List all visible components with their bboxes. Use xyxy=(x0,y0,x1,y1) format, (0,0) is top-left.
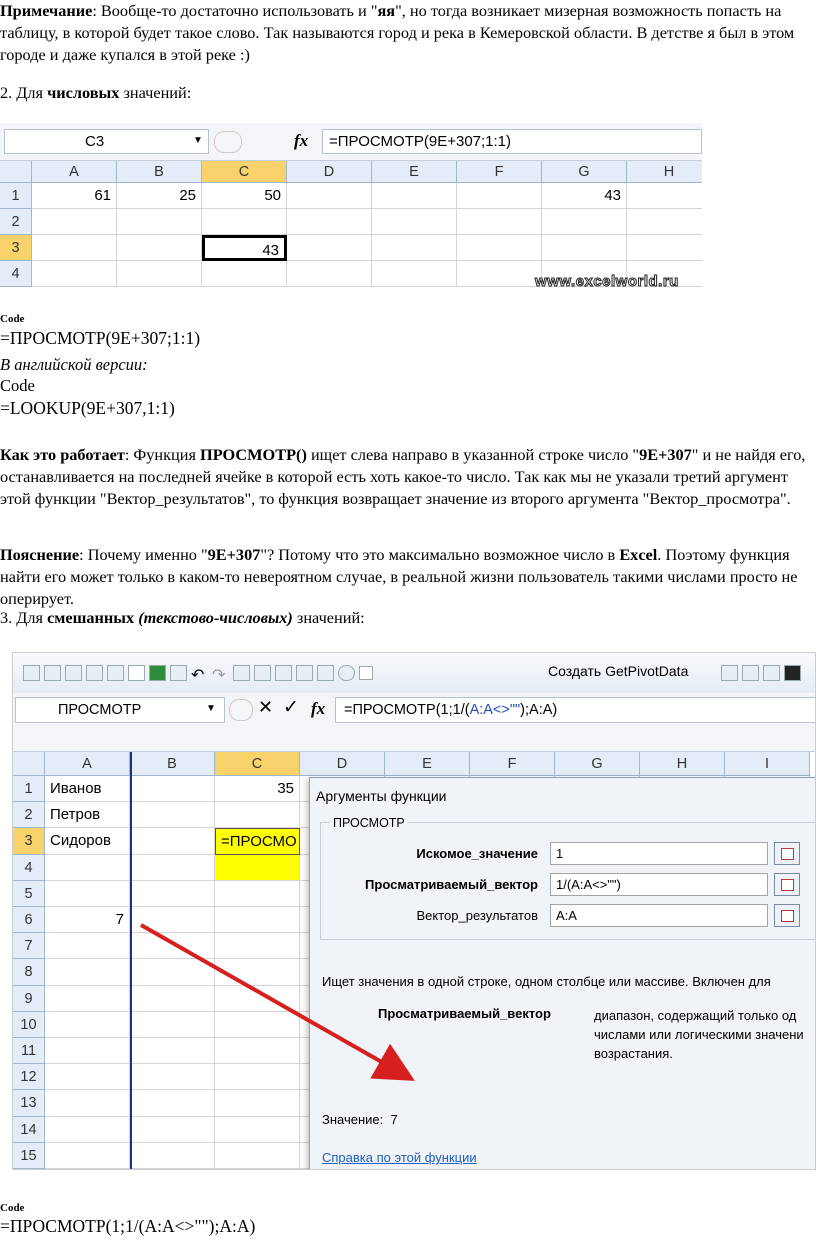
note-bold-word: яя xyxy=(377,1,396,20)
name-box[interactable]: ПРОСМОТР xyxy=(15,697,225,723)
section-3-number: 3. Для xyxy=(0,608,48,627)
column-header-d[interactable]: D xyxy=(287,161,372,183)
cell-e3[interactable] xyxy=(372,235,457,261)
row-header-8[interactable]: 8 xyxy=(13,959,45,985)
arg-label-2: Просматриваемый_вектор xyxy=(365,877,538,892)
chevron-down-icon[interactable]: ▼ xyxy=(206,703,216,714)
explanation-paragraph xyxy=(0,544,810,610)
formula-part: =ПРОСМОТР(1;1/( xyxy=(344,702,470,718)
fx-icon[interactable]: fx xyxy=(294,131,309,150)
section-3-bold: смешанных xyxy=(47,608,135,627)
code-label-3: Code xyxy=(0,1202,25,1214)
param-desc-line: диапазон, содержащий только од xyxy=(594,1008,797,1023)
column-header-b[interactable]: B xyxy=(117,161,202,183)
cell-d4[interactable] xyxy=(287,261,372,287)
cell-b1[interactable]: 25 xyxy=(117,183,202,209)
how-text-2: ищет слева направо в указанной строке число " xyxy=(306,445,640,464)
column-header-g[interactable]: G xyxy=(542,161,627,183)
cell-g1[interactable]: 43 xyxy=(542,183,627,209)
cell-d2[interactable] xyxy=(287,209,372,235)
how-text-1: : Функция xyxy=(124,445,201,464)
cell-f3[interactable] xyxy=(457,235,542,261)
param-desc-line: числами или логическими значени xyxy=(594,1027,804,1042)
note-label: Примечание xyxy=(0,1,93,20)
chevron-down-icon[interactable]: ▼ xyxy=(193,135,203,146)
formula-bar xyxy=(0,123,702,161)
enter-check-icon[interactable]: ✓ xyxy=(283,697,299,718)
row-header-1[interactable]: 1 xyxy=(0,183,32,209)
cell-g2[interactable] xyxy=(542,209,627,235)
row-header-7[interactable]: 7 xyxy=(13,933,45,959)
cell-c2[interactable] xyxy=(202,209,287,235)
arg-input-2[interactable]: 1/(A:A<>"") xyxy=(550,873,768,896)
cell-c4[interactable] xyxy=(202,261,287,287)
row-header-3[interactable]: 3 xyxy=(13,828,45,854)
redo-icon[interactable]: ↷ xyxy=(212,666,226,684)
column-header-b[interactable]: B xyxy=(130,752,215,776)
expl-text-2: "? Потому что это максимально возможное число в xyxy=(260,545,620,564)
column-header-d[interactable]: D xyxy=(300,752,385,776)
row-header-5[interactable]: 5 xyxy=(13,881,45,907)
how-label: Как это работает xyxy=(0,445,125,464)
function-description: Ищет значения в одной строке, одном столбце или массиве. Включен для xyxy=(322,974,771,989)
cell-e4[interactable] xyxy=(372,261,457,287)
row-header-4[interactable]: 4 xyxy=(13,855,45,881)
cell-a2[interactable]: Петров xyxy=(45,802,130,828)
row-header-14[interactable]: 14 xyxy=(13,1117,45,1143)
param-name: Просматриваемый_вектор xyxy=(378,1006,551,1021)
cell-e2[interactable] xyxy=(372,209,457,235)
cell-d3[interactable] xyxy=(287,235,372,261)
column-header-f[interactable]: F xyxy=(457,161,542,183)
expl-excel: Excel xyxy=(619,545,658,564)
column-header-e[interactable]: E xyxy=(385,752,470,776)
expl-text-3: . Поэтому функция найти его может только в каком-то невероятном случае, в реальной жизни пользователь такими числами просто не оперирует. xyxy=(0,545,798,608)
red-arrow xyxy=(13,653,816,1170)
code-formula-1: =ПРОСМОТР(9E+307;1:1) xyxy=(0,328,201,348)
row-header-11[interactable]: 11 xyxy=(13,1038,45,1064)
value-number: 7 xyxy=(390,1112,398,1127)
cell-f4[interactable] xyxy=(457,261,542,287)
how-it-works-paragraph xyxy=(0,444,810,510)
expl-label: Пояснение xyxy=(0,545,80,564)
help-link[interactable]: Справка по этой функции xyxy=(322,1150,477,1165)
cell-a4[interactable] xyxy=(32,261,117,287)
arg-input-1[interactable]: 1 xyxy=(550,842,768,865)
note-text-2: ", но тогда возникает мизерная возможность попасть на таблицу, в которой будет такое слово. Так называются город и река в Кемеровской области. В детстве я был в этом городе и даже купался в этой реке :) xyxy=(0,1,795,64)
row-header-1[interactable]: 1 xyxy=(13,776,45,802)
cell-b3[interactable] xyxy=(117,235,202,261)
fx-icon[interactable]: fx xyxy=(311,699,326,718)
formula-part: );A:A) xyxy=(520,702,558,718)
group-title: ПРОСМОТР xyxy=(330,816,408,830)
formula-ref: A:A<>"" xyxy=(469,702,521,718)
create-getpivotdata-label[interactable]: Создать GetPivotData xyxy=(548,663,689,679)
cell-f1[interactable] xyxy=(457,183,542,209)
section-2-bold: числовых xyxy=(47,83,120,102)
column-header-a[interactable]: A xyxy=(45,752,130,776)
row-header-2[interactable]: 2 xyxy=(0,209,32,235)
section-3-italic: (текстово-числовых) xyxy=(138,608,293,627)
code-label-1: Code xyxy=(0,313,25,325)
undo-icon[interactable]: ↶ xyxy=(191,666,205,684)
row-header-15[interactable]: 15 xyxy=(13,1143,45,1169)
section-3-rest: значений: xyxy=(292,608,365,627)
cell-f2[interactable] xyxy=(457,209,542,235)
cell-h1[interactable] xyxy=(627,183,702,209)
row-header-12[interactable]: 12 xyxy=(13,1064,45,1090)
expl-text-1: : Почему именно " xyxy=(79,545,208,564)
row-header-4[interactable]: 4 xyxy=(0,261,32,287)
code-label-2: Code xyxy=(0,376,35,395)
cell-g3[interactable] xyxy=(542,235,627,261)
cell-c3[interactable]: =ПРОСМО xyxy=(215,828,300,854)
splitter-icon xyxy=(214,131,242,153)
column-header-h[interactable]: H xyxy=(640,752,725,776)
cell-a3[interactable]: Сидоров xyxy=(45,828,130,854)
spreadsheet-screenshot-1 xyxy=(0,123,702,293)
cell-h2[interactable] xyxy=(627,209,702,235)
cell-c1[interactable]: 50 xyxy=(202,183,287,209)
note-paragraph xyxy=(0,0,810,66)
english-version-label: В английской версии: xyxy=(0,355,148,374)
row-header-13[interactable]: 13 xyxy=(13,1090,45,1116)
cell-a6[interactable]: 7 xyxy=(45,907,130,933)
code-formula-english: =LOOKUP(9E+307,1:1) xyxy=(0,398,175,418)
cancel-icon[interactable]: ✕ xyxy=(258,697,274,717)
cell-a1[interactable]: Иванов xyxy=(45,776,130,802)
how-text-3: " и не найдя его, останавливается на последней ячейке в которой есть хоть какое-то число. Так как мы не указали третий аргумент этой функции "Вектор_результатов", то функция возвращает значение из второго аргумента "Вектор_просмотра". xyxy=(0,445,806,508)
arg-label-1: Искомое_значение xyxy=(416,846,538,861)
how-function: ПРОСМОТР() xyxy=(200,445,307,464)
note-text-1: : Вообще-то достаточно использовать и " xyxy=(92,1,378,20)
cell-a3[interactable] xyxy=(32,235,117,261)
column-header-e[interactable]: E xyxy=(372,161,457,183)
formula-input[interactable]: =ПРОСМОТР(9E+307;1:1) xyxy=(322,129,702,154)
cell-a2[interactable] xyxy=(32,209,117,235)
row-header-2[interactable]: 2 xyxy=(13,802,45,828)
section-3-heading xyxy=(0,607,810,629)
spreadsheet-screenshot-2 xyxy=(12,652,816,1170)
cell-d1[interactable] xyxy=(287,183,372,209)
column-header-i[interactable]: I xyxy=(725,752,810,776)
column-header-c[interactable]: C xyxy=(215,752,300,776)
how-number: 9E+307 xyxy=(639,445,692,464)
row-header-10[interactable]: 10 xyxy=(13,1012,45,1038)
cell-h3[interactable] xyxy=(627,235,702,261)
arg-input-3[interactable]: A:A xyxy=(550,904,768,927)
dialog-title: Аргументы функции xyxy=(316,788,447,804)
column-header-g[interactable]: G xyxy=(555,752,640,776)
column-header-h[interactable]: H xyxy=(627,161,702,183)
column-header-a[interactable]: A xyxy=(32,161,117,183)
expl-number: 9E+307 xyxy=(207,545,261,564)
column-header-c[interactable]: C xyxy=(202,161,287,183)
cell-c3[interactable]: 43 xyxy=(202,235,287,261)
section-2-rest: значений: xyxy=(119,83,192,102)
section-2-heading xyxy=(0,82,810,104)
watermark: www.excelworld.ru xyxy=(535,273,679,290)
code-formula-3: =ПРОСМОТР(1;1/(A:A<>"");A:A) xyxy=(0,1216,256,1236)
cell-b2[interactable] xyxy=(117,209,202,235)
column-header-f[interactable]: F xyxy=(470,752,555,776)
cell-a1[interactable]: 61 xyxy=(32,183,117,209)
value-label: Значение: xyxy=(322,1112,384,1127)
cell-b4[interactable] xyxy=(117,261,202,287)
row-header-6[interactable]: 6 xyxy=(13,907,45,933)
select-all-corner[interactable] xyxy=(0,161,32,183)
cell-c1[interactable]: 35 xyxy=(215,776,300,802)
name-box[interactable]: C3 xyxy=(4,129,209,154)
section-2-number: 2. Для xyxy=(0,83,48,102)
row-header-9[interactable]: 9 xyxy=(13,986,45,1012)
row-header-3[interactable]: 3 xyxy=(0,235,32,261)
cell-e1[interactable] xyxy=(372,183,457,209)
param-desc-line: возрастания. xyxy=(594,1046,673,1061)
arg-label-3: Вектор_результатов xyxy=(416,908,538,923)
